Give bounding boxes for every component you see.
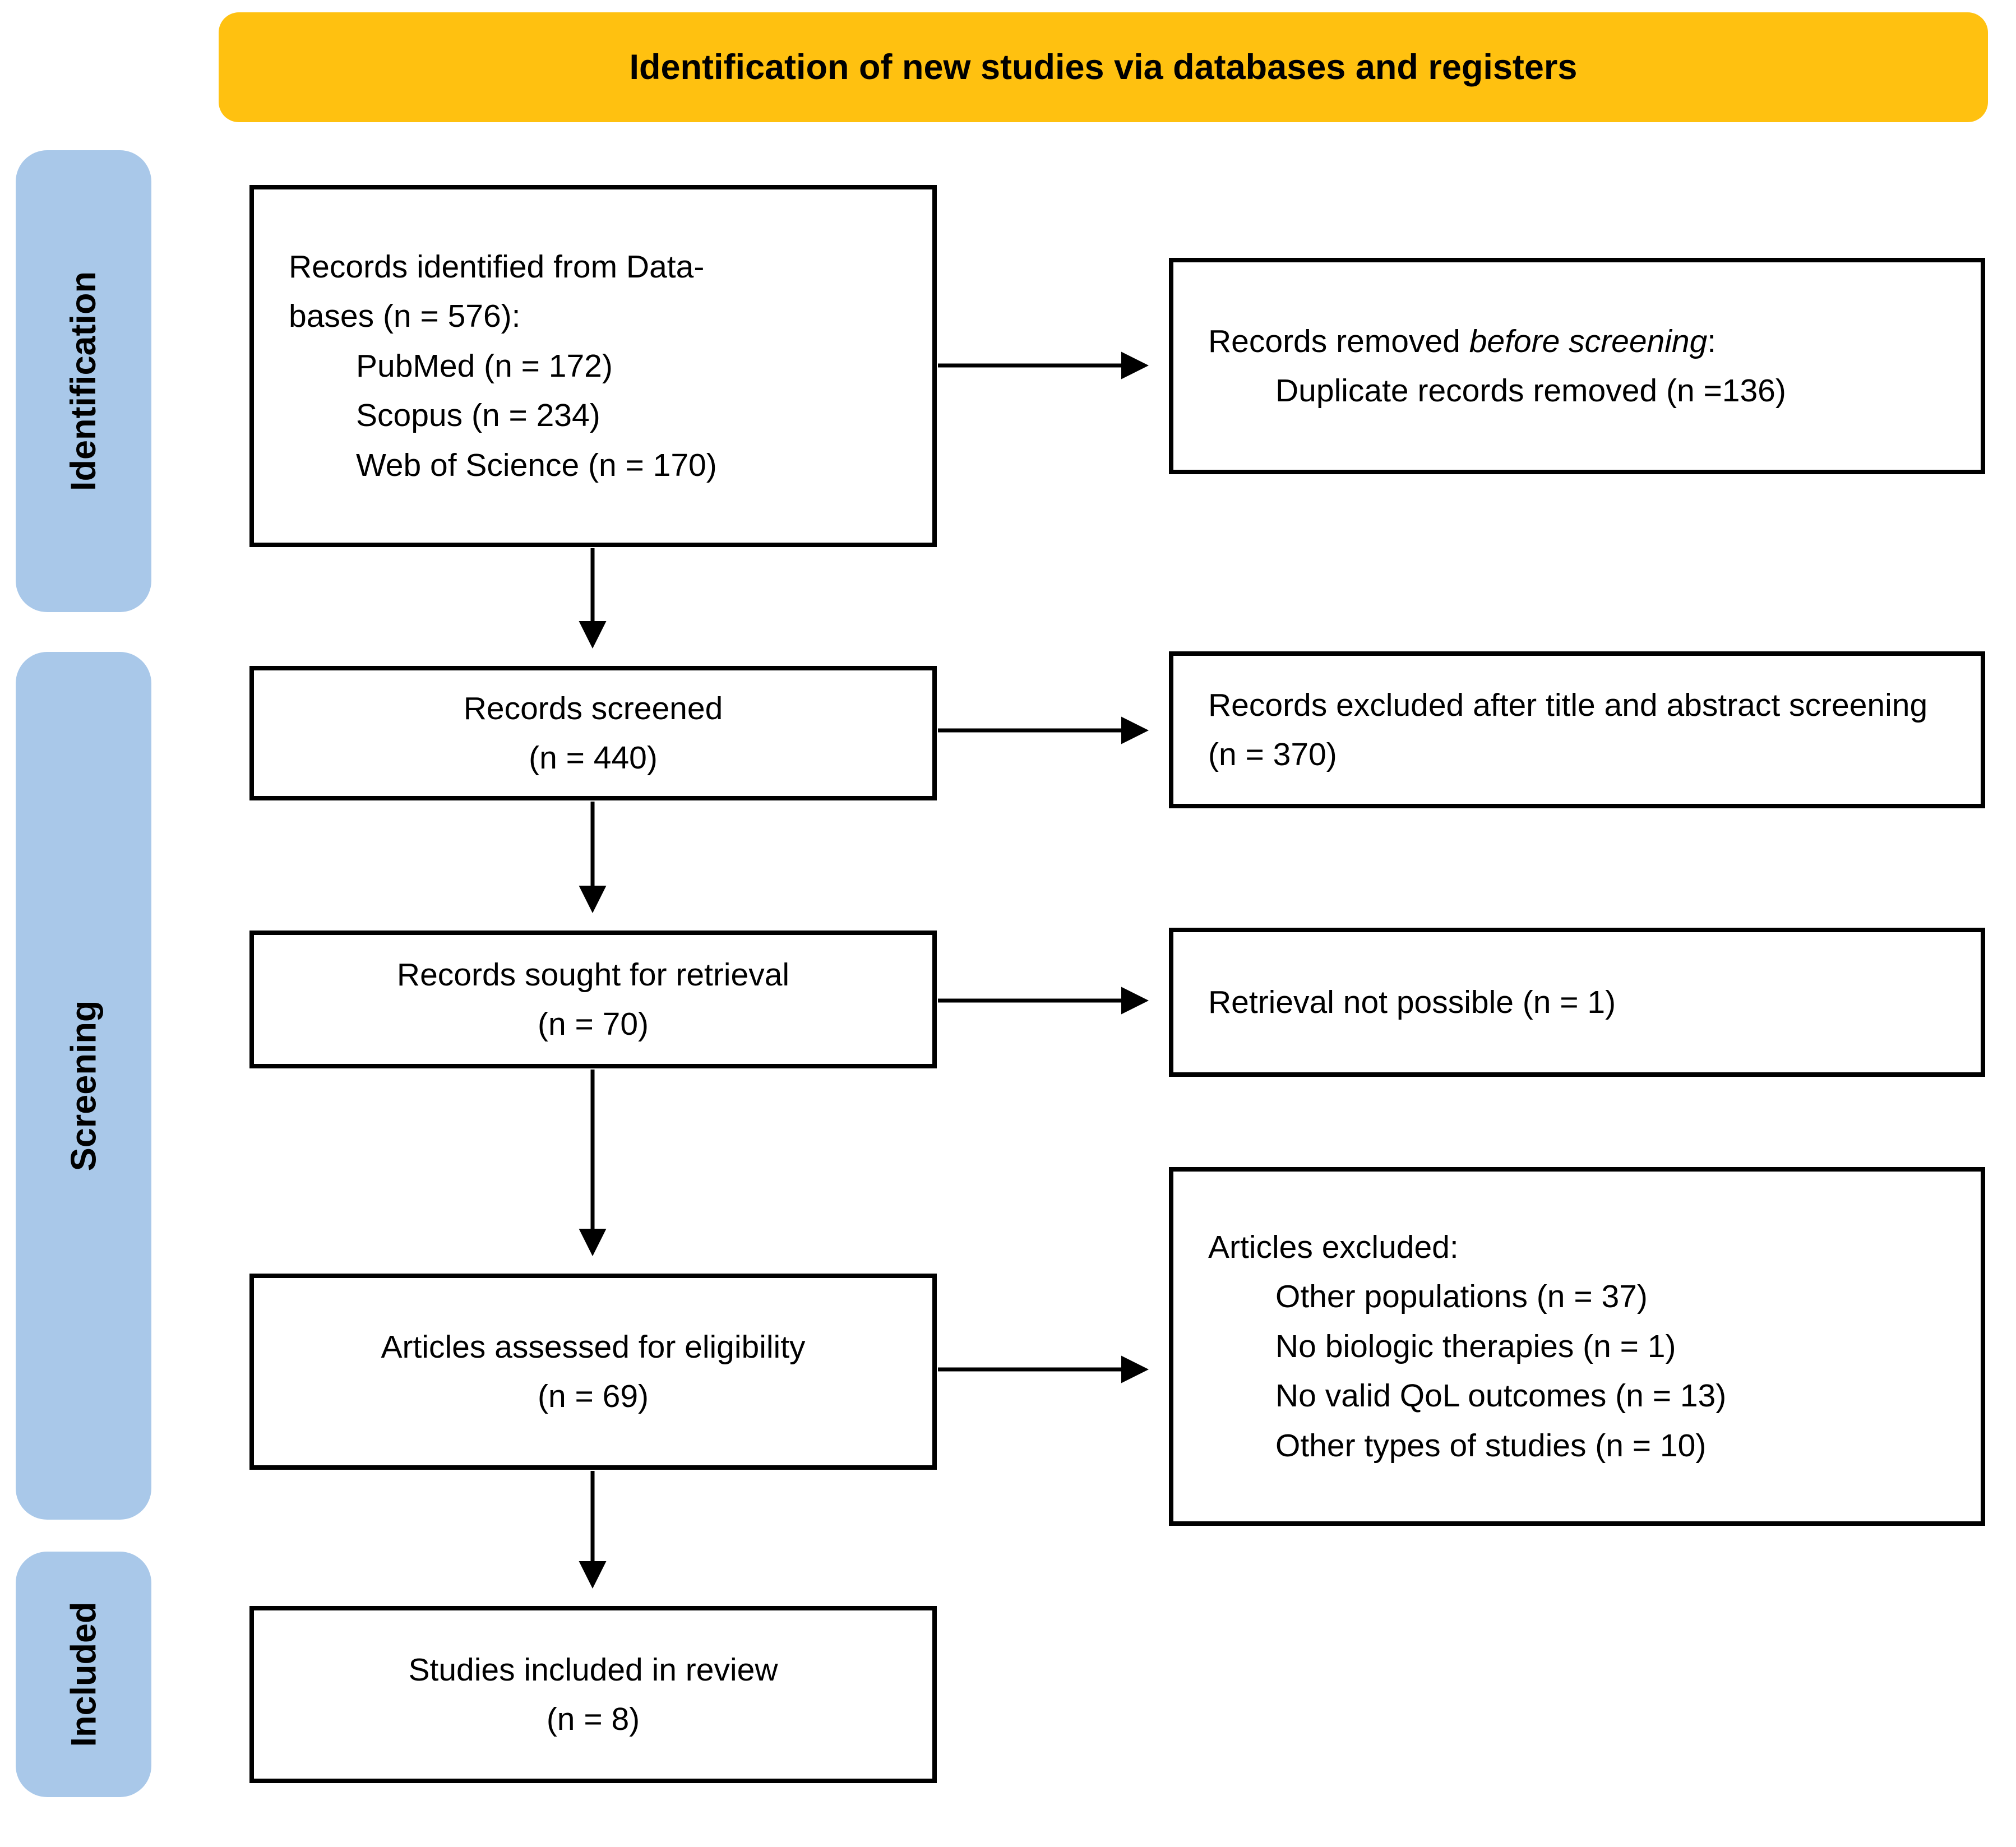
studies-included-line1: Studies included in review: [408, 1651, 778, 1688]
stage-label-identification-text: Identification: [64, 271, 103, 491]
records-identified-line1: Records identified from Data-: [289, 249, 705, 285]
box-articles-excluded: [1169, 1167, 1985, 1526]
records-screened-line1: Records screened: [463, 690, 723, 726]
records-identified-pubmed: PubMed (n = 172): [356, 348, 613, 384]
articles-excluded-title: Articles excluded:: [1208, 1229, 1459, 1266]
articles-excluded-no-qol: No valid QoL outcomes (n = 13): [1275, 1378, 1727, 1414]
records-identified-wos: Web of Science (n = 170): [356, 447, 717, 483]
records-identified-scopus: Scopus (n = 234): [356, 397, 600, 434]
box-records-sought: [249, 931, 937, 1068]
records-removed-suffix: :: [1707, 323, 1717, 359]
records-identified-line2: bases (n = 576):: [289, 298, 521, 335]
records-removed-line1: [1208, 317, 1955, 366]
records-removed-italic: before screening: [1469, 323, 1708, 359]
box-articles-assessed: [249, 1274, 937, 1470]
stage-label-screening-text: Screening: [64, 1000, 104, 1172]
articles-assessed-line1: Articles assessed for eligibility: [381, 1328, 806, 1365]
studies-included-line2: (n = 8): [546, 1701, 640, 1737]
records-removed-prefix: Records removed: [1208, 323, 1469, 359]
stage-label-included: [16, 1552, 151, 1797]
records-screened-line2: (n = 440): [529, 740, 658, 776]
records-sought-line1: Records sought for retrieval: [396, 956, 790, 993]
articles-excluded-no-biologic: No biologic therapies (n = 1): [1275, 1328, 1676, 1364]
box-studies-included: [249, 1606, 937, 1783]
box-retrieval-not-possible: [1169, 928, 1985, 1077]
records-sought-line2: (n = 70): [537, 1006, 649, 1042]
box-records-screened: [249, 666, 937, 800]
stage-label-identification: [16, 150, 151, 612]
articles-assessed-line2: (n = 69): [537, 1378, 649, 1414]
box-records-excluded-screening: [1169, 651, 1985, 808]
stage-label-included-text: Included: [64, 1601, 104, 1747]
records-excluded-screening-text: Records excluded after title and abstract screening (n = 370): [1208, 687, 1928, 772]
banner-title: Identification of new studies via databases and registers: [629, 48, 1578, 87]
articles-excluded-other-types: Other types of studies (n = 10): [1275, 1427, 1707, 1464]
banner: [219, 12, 1988, 122]
stage-label-screening: [16, 652, 151, 1520]
box-records-identified: [249, 185, 937, 547]
retrieval-not-possible-text: Retrieval not possible (n = 1): [1208, 984, 1616, 1020]
articles-excluded-other-populations: Other populations (n = 37): [1275, 1279, 1648, 1315]
records-removed-duplicates: Duplicate records removed (n =136): [1275, 373, 1786, 409]
box-records-removed: [1169, 258, 1985, 474]
